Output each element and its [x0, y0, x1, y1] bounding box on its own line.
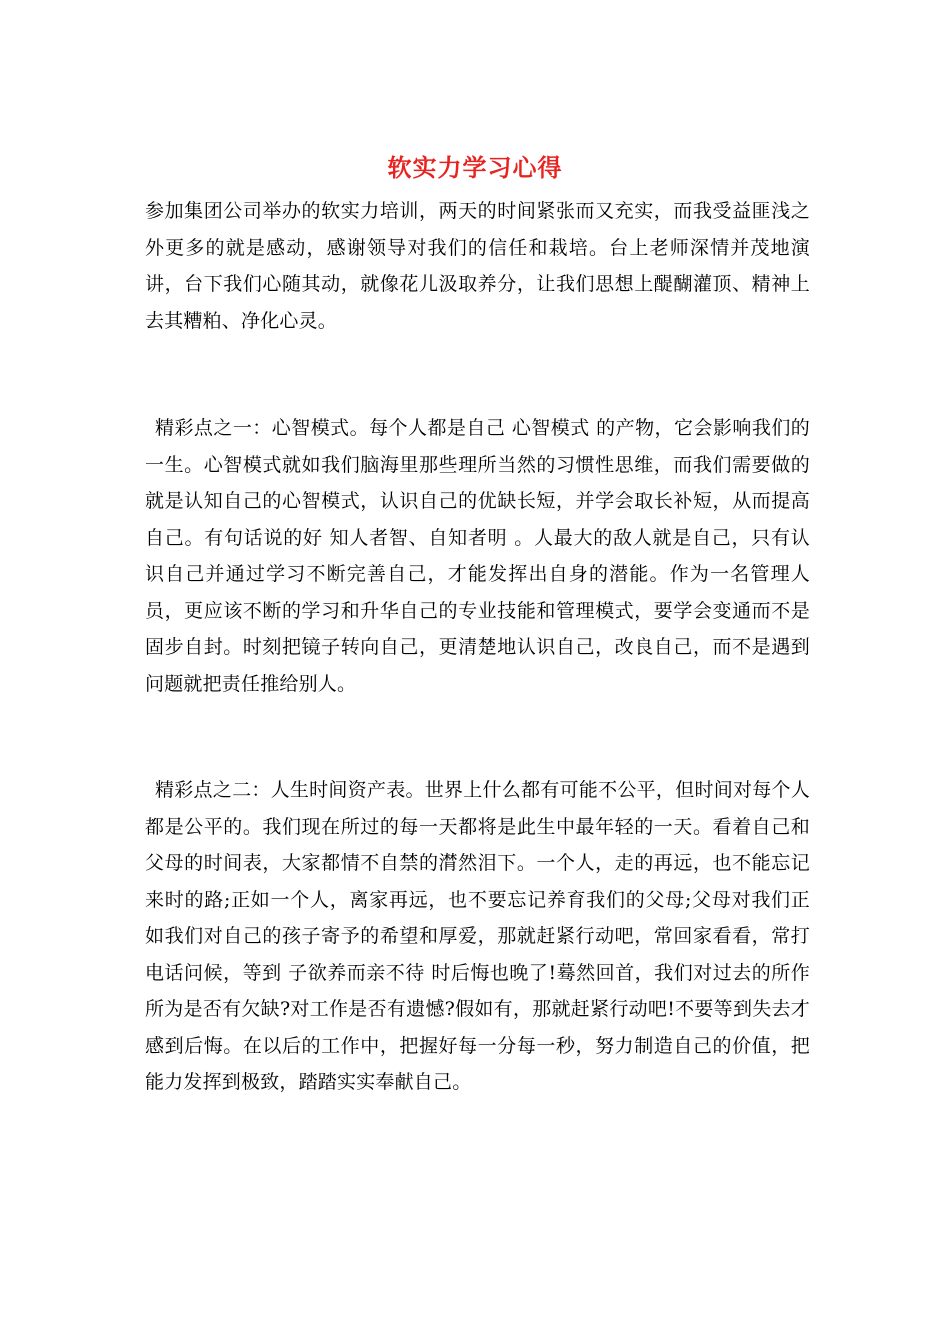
- paragraph-highlight-two: 精彩点之二：人生时间资产表。世界上什么都有可能不公平，但时间对每个人都是公平的。我们现在所过的每一天都将是此生中最年轻的一天。看着自己和父母的时间表，大家都情不自禁的潸然泪下。一个人，走的再远，也不能忘记来时的路;正如一个人，离家再远，也不要忘记养育我们的父母;父母对我们正如我们对自己的孩子寄予的希望和厚爱，那就赶紧行动吧，常回家看看，常打电话问候，等到 子欲养而亲不待 时后悔也晚了!蓦然回首，我们对过去的所作所为是否有欠缺?对工作是否有遗憾?假如有，那就赶紧行动吧!不要等到失去才感到后悔。在以后的工作中，把握好每一分每一秒，努力制造自己的价值，把能力发挥到极致，踏踏实实奉献自己。: [145, 779, 810, 1093]
- paragraph-intro: 参加集团公司举办的软实力培训，两天的时间紧张而又充实，而我受益匪浅之外更多的就是感动，感谢领导对我们的信任和栽培。台上老师深情并茂地演讲，台下我们心随其动，就像花儿汲取养分，让我们思想上醍醐灌顶、精神上去其糟粕、净化心灵。: [145, 200, 810, 332]
- paragraph-highlight-one: 精彩点之一：心智模式。每个人都是自己 心智模式 的产物，它会影响我们的一生。心智模式就如我们脑海里那些理所当然的习惯性思维，而我们需要做的就是认知自己的心智模式，认识自己的优缺长短，并学会取长补短，从而提高自己。有句话说的好 知人者智、自知者明 。人最大的敌人就是自己，只有认识自己并通过学习不断完善自己，才能发挥出自身的潜能。作为一名管理人员，更应该不断的学习和升华自己的专业技能和管理模式，要学会变通而不是固步自封。时刻把镜子转向自己，更清楚地认识自己，改良自己，而不是遇到问题就把责任推给别人。: [145, 417, 810, 695]
- document-title: 软实力学习心得: [387, 153, 563, 182]
